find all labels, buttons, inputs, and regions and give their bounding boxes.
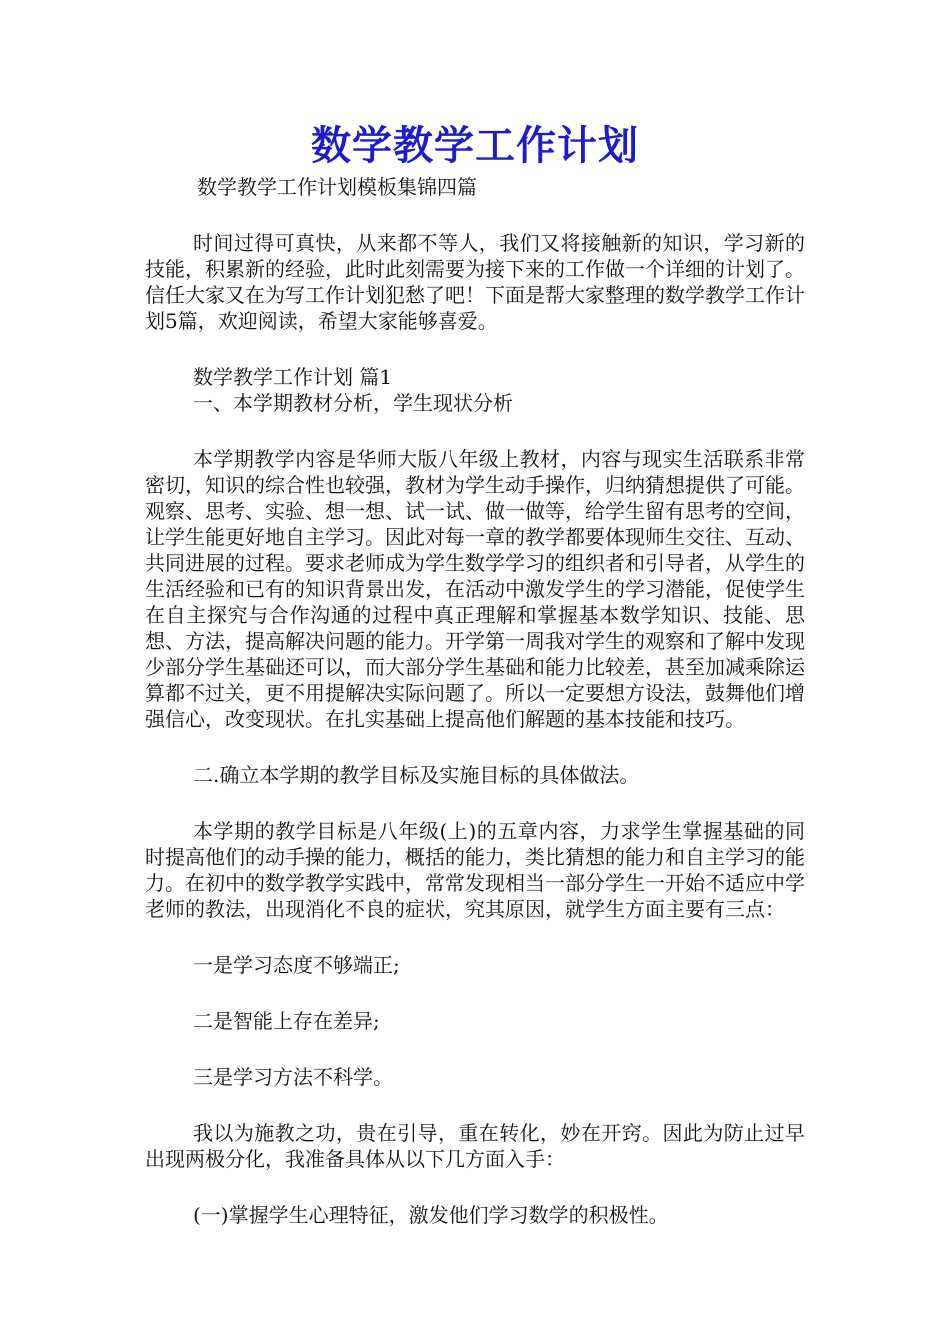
section-title: 数学教学工作计划 篇1 [193, 365, 393, 389]
point-method: 三是学习方法不科学。 [193, 1065, 393, 1089]
point-attitude: 一是学习态度不够端正; [193, 953, 400, 977]
point-ability: 二是智能上存在差异; [193, 1009, 380, 1033]
document-title: 数学教学工作计划 [311, 122, 639, 169]
document-subtitle: 数学教学工作计划模板集锦四篇 [197, 175, 477, 199]
paragraph-goals: 本学期的教学目标是八年级(上)的五章内容，力求学生掌握基础的同时提高他们的动手操的能力，概括的能力，类比猜想的能力和自主学习的能力。在初中的数学教学实践中，常常发现相当一部分学生一开始不适应中学老师的教法，出现消化不良的症状，究其原因，就学生方面主要有三点： [145, 819, 805, 921]
document-page [145, 118, 805, 1228]
intro-paragraph: 时间过得可真快，从来都不等人，我们又将接触新的知识，学习新的技能，积累新的经验，此时此刻需要为接下来的工作做一个详细的计划了。信任大家又在为写工作计划犯愁了吧！下面是帮大家整理的数学教学工作计划5篇，欢迎阅读，希望大家能够喜爱。 [145, 231, 805, 333]
heading-psychology: (一)掌握学生心理特征，激发他们学习数学的积极性。 [193, 1203, 669, 1227]
heading-analysis: 一、本学期教材分析，学生现状分析 [193, 391, 513, 415]
paragraph-analysis: 本学期教学内容是华师大版八年级上教材，内容与现实生活联系非常密切，知识的综合性也较强，教材为学生动手操作，归纳猜想提供了可能。观察、思考、实验、想一想、试一试、做一做等，给学生留有思考的空间，让学生能更好地自主学习。因此对每一章的教学都要体现师生交往、互动、共同进展的过程。要求老师成为学生数学学习的组织者和引导者，从学生的生活经验和已有的知识背景出发，在活动中激发学生的学习潜能，促使学生在自主探究与合作沟通的过程中真正理解和掌握基本数学知识、技能、思想、方法，提高解决问题的能力。开学第一周我对学生的观察和了解中发现少部分学生基础还可以，而大部分学生基础和能力比较差，甚至加减乘除运算都不过关，更不用提解决实际问题了。所以一定要想方设法，鼓舞他们增强信心，改变现状。在扎实基础上提高他们解题的基本技能和技巧。 [145, 447, 805, 731]
paragraph-approach: 我以为施教之功，贵在引导，重在转化，妙在开窍。因此为防止过早出现两极分化，我准备具体从以下几方面入手： [145, 1121, 805, 1171]
heading-goals: 二.确立本学期的教学目标及实施目标的具体做法。 [193, 763, 640, 787]
